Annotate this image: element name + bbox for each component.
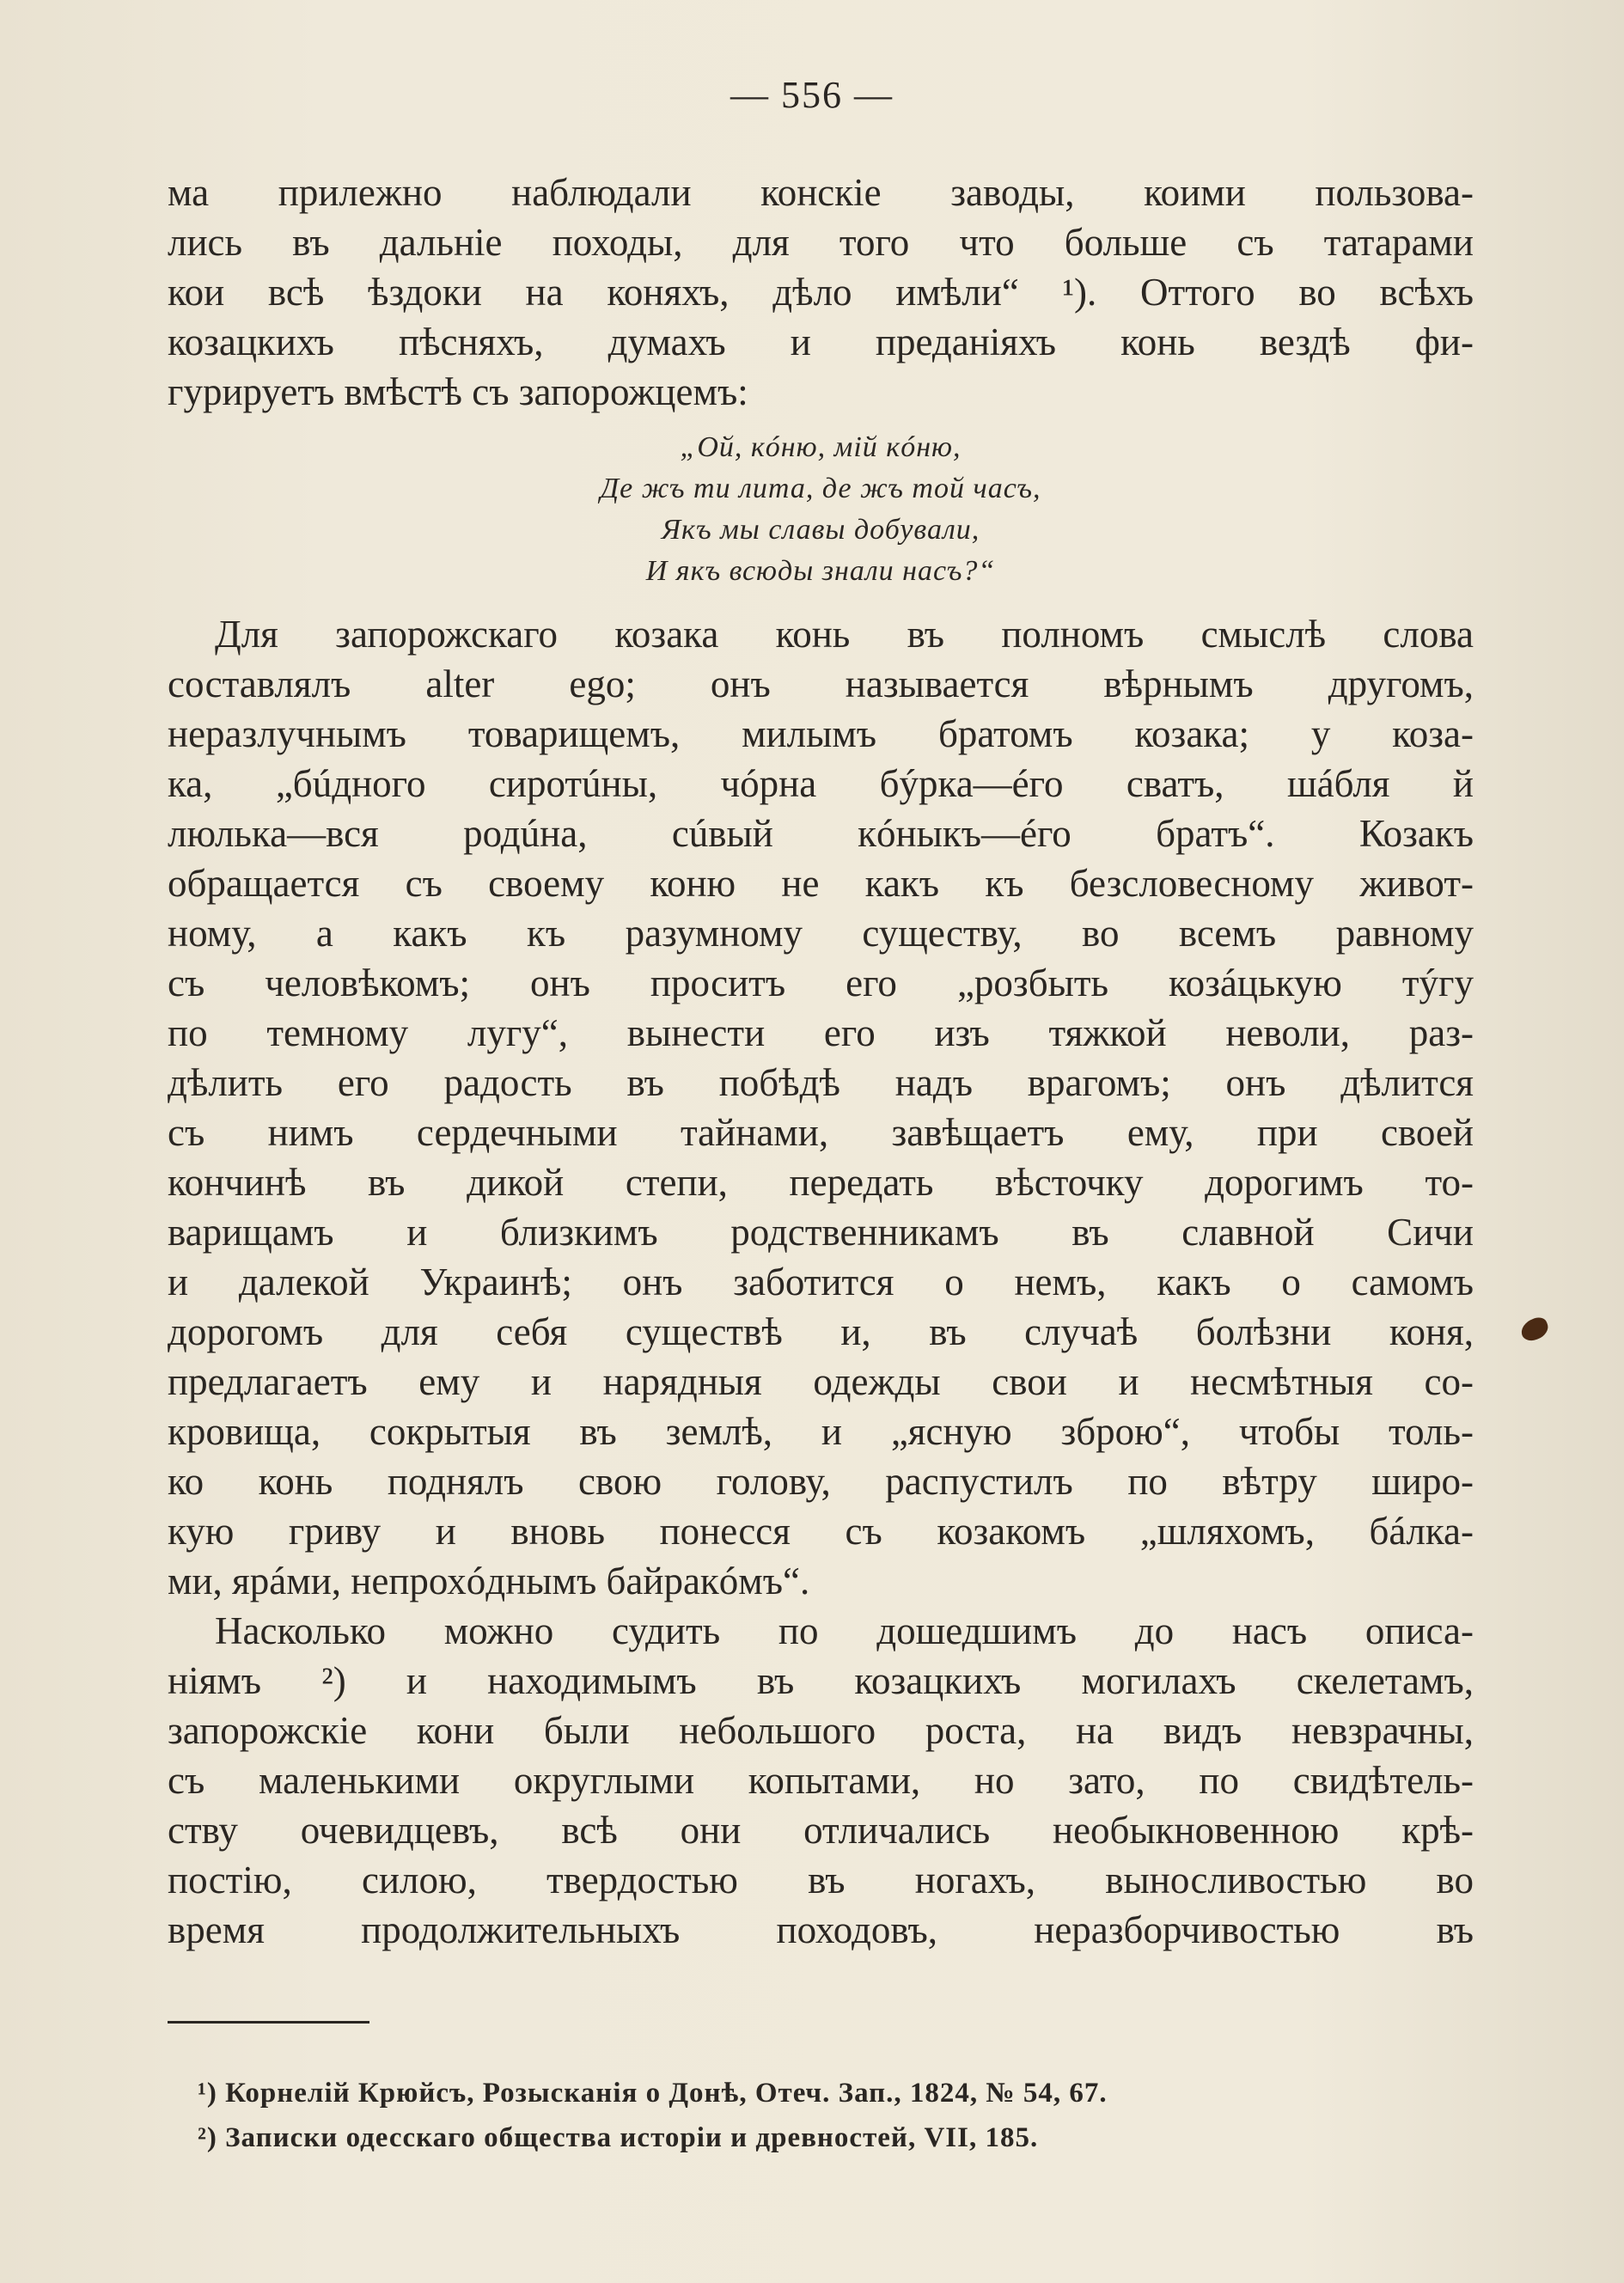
text-line: неразлучнымъ товарищемъ, милымъ братомъ козака; у коза-	[168, 712, 1474, 755]
text-line: ному, а какъ къ разумному существу, во всемъ равному	[168, 912, 1474, 955]
ink-stain	[1518, 1315, 1551, 1343]
text-line: ми, ярáми, непрохóднымъ байракóмъ“.	[168, 1560, 810, 1602]
text-line: ма прилежно наблюдали конскіе заводы, коими пользова-	[168, 171, 1474, 214]
page-number: — 556 —	[730, 74, 894, 116]
body-text	[168, 168, 1474, 1955]
poem-line: „Ой, кóню, мій кóню,	[680, 431, 962, 463]
footnotes	[198, 2071, 1444, 2160]
text-line: кровища, сокрытыя въ землѣ, и „ясную зброю“, чтобы толь-	[168, 1410, 1474, 1453]
text-line: запорожскіе кони были небольшого роста, на видъ невзрачны,	[168, 1709, 1474, 1752]
text-line: ка, „бúдного сиротúны, чóрна бýрка—éго сватъ, шáбля й	[168, 762, 1474, 805]
paragraph-1	[168, 168, 1474, 417]
poem-line: И якъ всюды знали насъ?“	[645, 555, 996, 587]
text-line: съ маленькими округлыми копытами, но зато, по свидѣтель-	[168, 1759, 1474, 1802]
footnote-divider	[168, 2021, 369, 2024]
text-line: Насколько можно судить по дошедшимъ до насъ описа-	[215, 1609, 1474, 1652]
text-line: постію, силою, твердостью въ ногахъ, выносливостью во	[168, 1859, 1474, 1901]
text-line: варищамъ и близкимъ родственникамъ въ славной Сичи	[168, 1211, 1474, 1254]
text-line: гурируетъ вмѣстѣ съ запорожцемъ:	[168, 370, 748, 413]
text-line: составлялъ alter ego; онъ называется вѣрнымъ другомъ,	[168, 662, 1474, 705]
poem-line: Якъ мы славы добували,	[661, 514, 980, 546]
paragraph-3	[168, 1606, 1474, 1955]
text-line: дорогомъ для себя существѣ и, въ случаѣ болѣзни коня,	[168, 1310, 1474, 1353]
text-line: и далекой Украинѣ; онъ заботится о немъ, какъ о самомъ	[168, 1261, 1474, 1303]
text-line: съ нимъ сердечными тайнами, завѣщаетъ ему, при своей	[168, 1111, 1474, 1154]
paragraph-2	[168, 609, 1474, 1606]
text-line: предлагаетъ ему и нарядныя одежды свои и несмѣтныя со-	[168, 1360, 1474, 1403]
text-line: время продолжительныхъ походовъ, неразборчивостью въ	[168, 1908, 1474, 1951]
footnote-1: ¹) Корнелій Крюйсъ, Розысканія о Донѣ, Отеч. Зап., 1824, № 54, 67.	[198, 2078, 1108, 2109]
text-line: кую гриву и вновь понесся съ козакомъ „шляхомъ, бáлка-	[168, 1510, 1474, 1553]
text-line: кончинѣ въ дикой степи, передать вѣсточку дорогимъ то-	[168, 1161, 1474, 1204]
text-line: лись въ дальніе походы, для того что больше съ татарами	[168, 221, 1474, 264]
poem-line: Де жъ ти лита, де жъ той часъ,	[600, 473, 1041, 504]
text-line: дѣлить его радость въ побѣдѣ надъ врагомъ; онъ дѣлится	[168, 1061, 1474, 1104]
text-line: обращается съ своему коню не какъ къ безсловесному живот-	[168, 862, 1474, 905]
text-line: ніямъ ²) и находимымъ въ козацкихъ могилахъ скелетамъ,	[168, 1659, 1474, 1702]
text-line: по темному лугу“, вынести его изъ тяжкой неволи, раз-	[168, 1011, 1474, 1054]
text-line: Для запорожскаго козака конь въ полномъ смыслѣ слова	[215, 613, 1474, 656]
text-line: козацкихъ пѣсняхъ, думахъ и преданіяхъ конь вездѣ фи-	[168, 320, 1474, 363]
text-line: съ человѣкомъ; онъ проситъ его „розбыть козáцькую тýгу	[168, 961, 1474, 1004]
text-line: кои всѣ ѣздоки на коняхъ, дѣло имѣли“ ¹). Оттого во всѣхъ	[168, 271, 1474, 314]
poem-quote	[168, 427, 1474, 592]
text-line: ко конь поднялъ свою голову, распустилъ по вѣтру широ-	[168, 1460, 1474, 1503]
text-line: ству очевидцевъ, всѣ они отличались необыкновенною крѣ-	[168, 1809, 1474, 1852]
footnote-2: ²) Записки одесскаго общества исторіи и древностей, VII, 185.	[198, 2122, 1039, 2153]
text-line: люлька—вся родúна, сúвый кóныкъ—éго братъ“. Козакъ	[168, 812, 1474, 855]
